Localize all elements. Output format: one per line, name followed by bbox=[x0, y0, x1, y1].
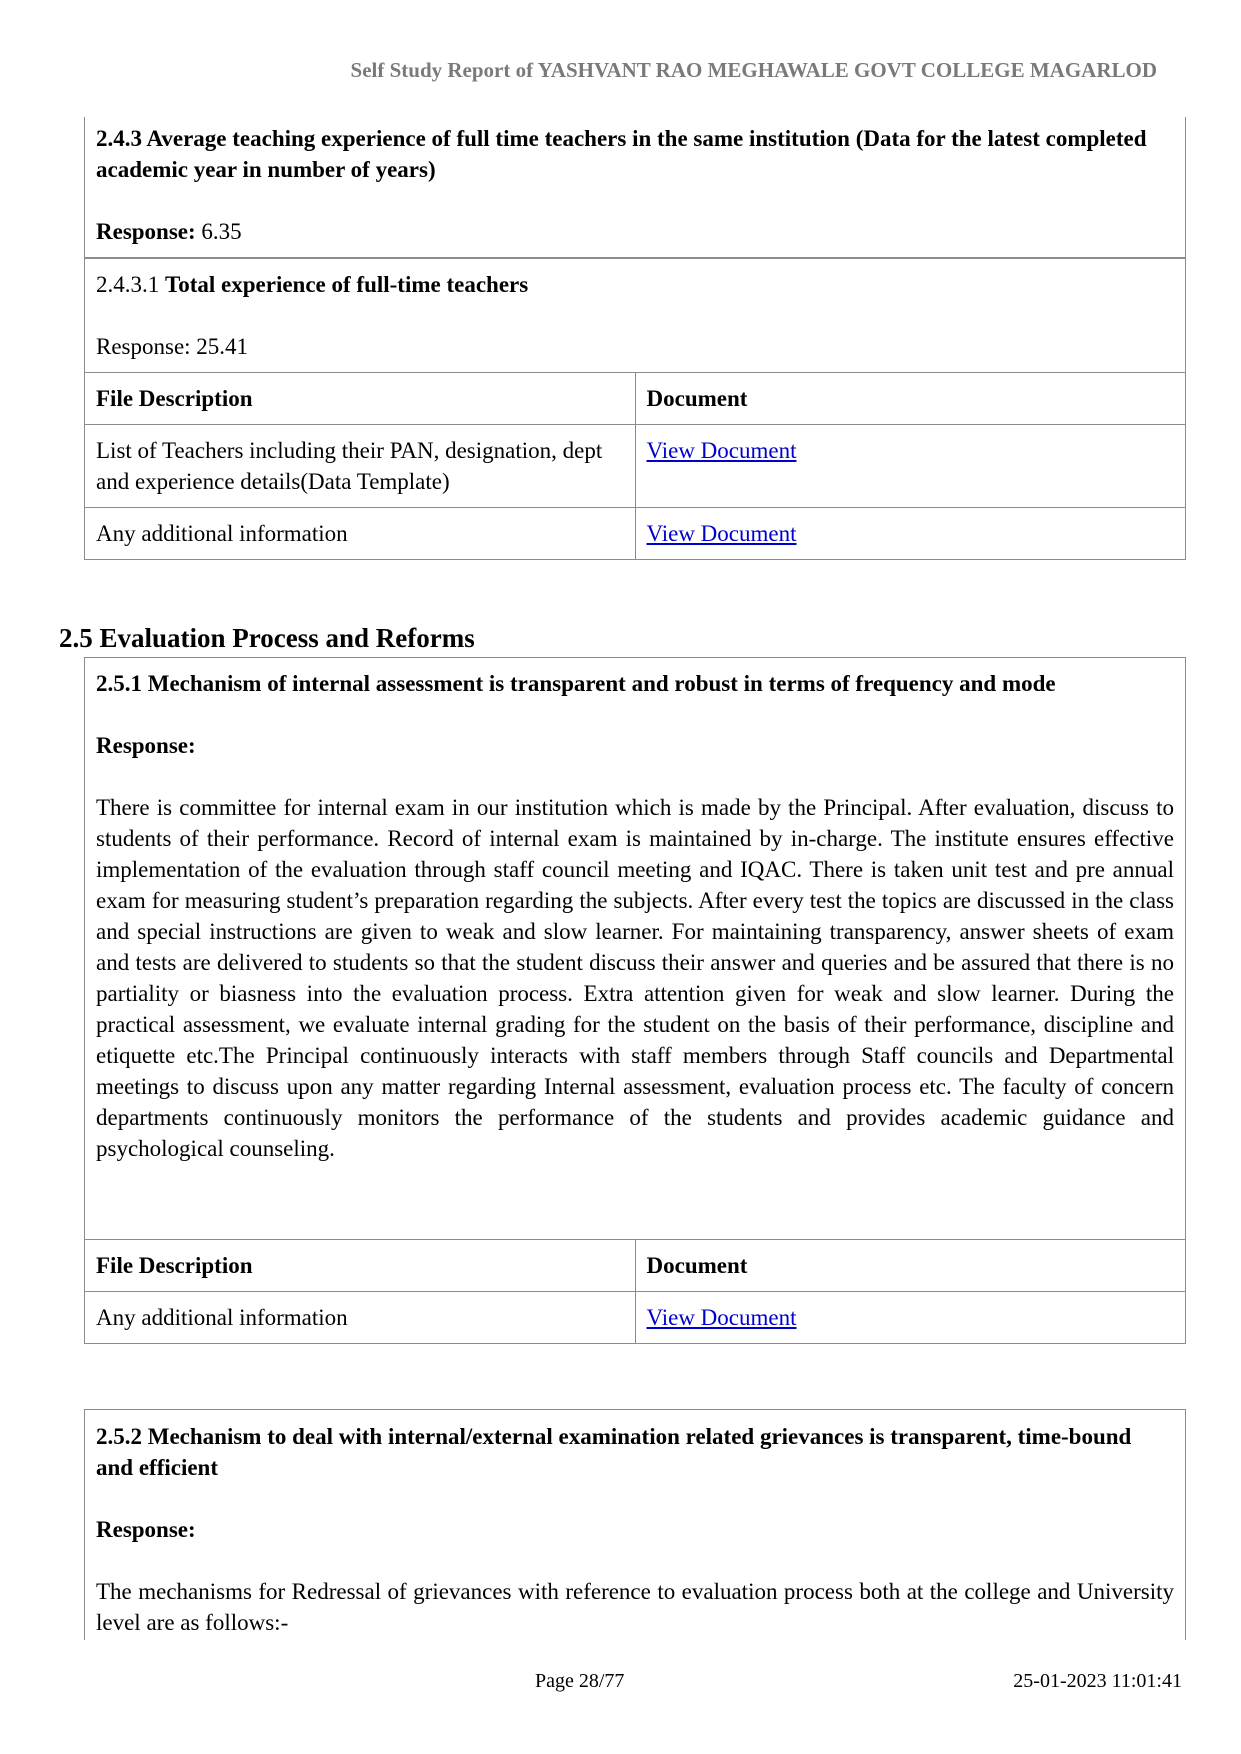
view-document-link[interactable]: View Document bbox=[646, 521, 797, 546]
metric-2-5-1-box bbox=[84, 657, 1186, 1344]
response-paragraph: The mechanisms for Redressal of grievances with reference to evaluation process both at the college and University level are as follows:- bbox=[96, 1579, 1174, 1635]
response-paragraph: There is committee for internal exam in our institution which is made by the Principal. After evaluation, discuss to students of their performance. Record of internal exam is maintained by in-charge. The institute ensures effective implementation of the evaluation through staff council meeting and IQAC. There is taken unit test and pre annual exam for measuring student’s preparation regarding the subjects. After every test the topics are discussed in the class and special instructions are given to weak and slow learner. For maintaining transparency, answer sheets of exam and tests are delivered to students so that the student discuss their answer and queries and be assured that there is no partiality or biasness into the evaluation process. Extra attention given for weak and slow learner. During the practical assessment, we evaluate internal grading for the student on the basis of their performance, discipline and etiquette etc.The Principal continuously interacts with staff members through Staff councils and Departmental meetings to discuss upon any matter regarding Internal assessment, evaluation process etc. The faculty of concern departments continuously monitors the performance of the students and provides academic guidance and psychological counseling. bbox=[96, 795, 1174, 1161]
metric-2-5-2-box bbox=[84, 1409, 1186, 1640]
section-heading-2-5: 2.5 Evaluation Process and Reforms bbox=[59, 623, 475, 653]
table-row bbox=[85, 425, 1185, 508]
response-label: Response: bbox=[96, 733, 196, 758]
metric-2-4-3-title: 2.4.3 Average teaching experience of full time teachers in the same institution (Data for the latest completed academic year in number of years) bbox=[96, 126, 1147, 182]
metric-2-4-3-box bbox=[84, 117, 1186, 560]
files-table-2-5-1 bbox=[85, 1239, 1185, 1343]
response-label: Response: bbox=[96, 1517, 196, 1542]
view-document-link[interactable]: View Document bbox=[646, 438, 797, 463]
sub-metric-label: Total experience of full-time teachers bbox=[165, 272, 529, 297]
document-cell bbox=[635, 1292, 1185, 1344]
response-value: 6.35 bbox=[201, 219, 242, 244]
file-description: Any additional information bbox=[85, 1292, 635, 1344]
sub-metric-response: Response: 25.41 bbox=[96, 334, 249, 359]
page-header-title: Self Study Report of YASHVANT RAO MEGHAWALE GOVT COLLEGE MAGARLOD bbox=[350, 58, 1157, 82]
table-header-row bbox=[85, 1240, 1185, 1292]
column-header-file-description: File Description bbox=[85, 373, 635, 425]
page-number: Page 28/77 bbox=[535, 1670, 625, 1692]
view-document-link[interactable]: View Document bbox=[646, 1305, 797, 1330]
metric-2-5-1-title: 2.5.1 Mechanism of internal assessment is transparent and robust in terms of frequency and mode bbox=[96, 671, 1056, 696]
files-table-2-4-3 bbox=[85, 372, 1185, 559]
metric-2-5-1-question bbox=[85, 658, 1185, 1239]
sub-metric-title bbox=[96, 269, 1174, 300]
table-header-row bbox=[85, 373, 1185, 425]
file-description: Any additional information bbox=[85, 508, 635, 560]
metric-2-5-2-question bbox=[85, 1410, 1185, 1648]
metric-2-4-3-1-sub bbox=[85, 257, 1185, 372]
metric-2-4-3-response bbox=[96, 216, 1174, 247]
file-description: List of Teachers including their PAN, designation, dept and experience details(Data Template) bbox=[85, 425, 635, 508]
generated-timestamp: 25-01-2023 11:01:41 bbox=[1013, 1670, 1182, 1692]
document-cell bbox=[635, 425, 1185, 508]
column-header-document: Document bbox=[635, 373, 1185, 425]
metric-2-5-2-title: 2.5.2 Mechanism to deal with internal/external examination related grievances is transparent, time-bound and efficient bbox=[96, 1424, 1132, 1480]
table-row bbox=[85, 508, 1185, 560]
metric-2-4-3-question bbox=[85, 117, 1185, 257]
table-row bbox=[85, 1292, 1185, 1344]
document-cell bbox=[635, 508, 1185, 560]
sub-metric-number: 2.4.3.1 bbox=[96, 272, 160, 297]
column-header-file-description: File Description bbox=[85, 1240, 635, 1292]
response-label: Response: bbox=[96, 219, 196, 244]
column-header-document: Document bbox=[635, 1240, 1185, 1292]
